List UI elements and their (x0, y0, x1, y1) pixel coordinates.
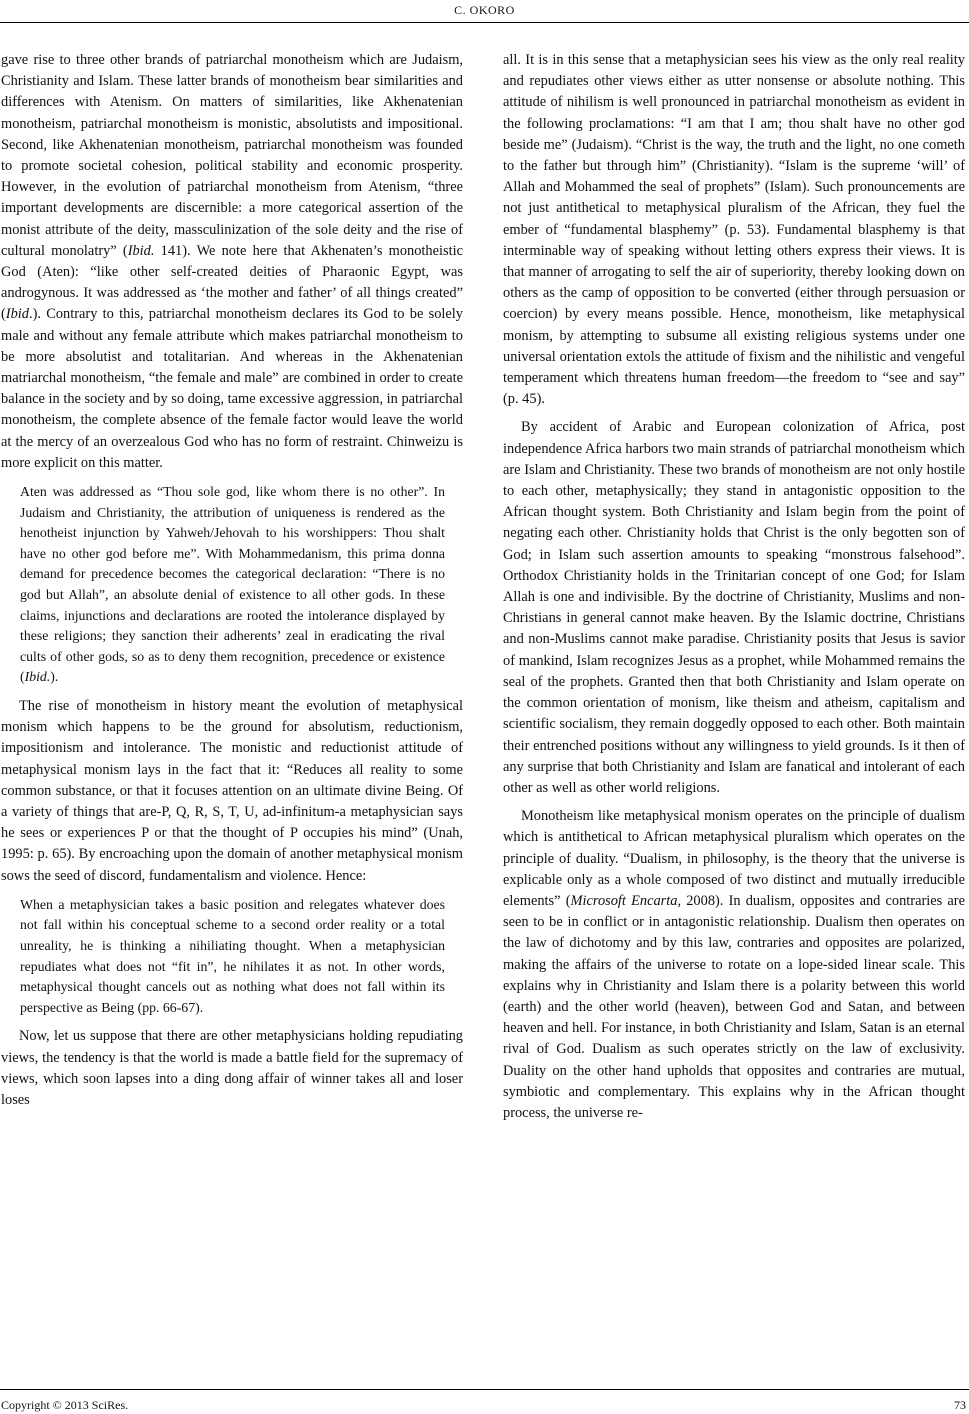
paragraph (1, 50, 463, 474)
text-run: gave rise to three other brands of patriarchal monotheism which are Judaism, Christianity and Islam. These latter brands of monotheism bear similarities and differences with Atenism. On matters of similarities, like Akhenatenian monotheism, patriarchal monotheism is monistic, absolutists and impositional. Second, like Akhenatenian monotheism, patriarchal monotheism was founded to promote societal cohesion, political stability and economic prosperity. However, in the evolution of patriarchal monotheism from Atenism, “three important developments are discernible: a more categorical assertion of the monist attribute of the deity, massculinization of the sole deity and the rise of cultural monolatry” ( (1, 52, 463, 259)
left-column (1, 50, 463, 1111)
text-run: Aten was addressed as “Thou sole god, like whom there is no other”. In Judaism and Christianity, the attribution of uniqueness is rendered as the henotheist injunction by Yahweh/Jehovah to his worshippers: Thou shalt have no other god before me”. With Mohammedanism, this prima donna demand for precedence becomes the categorical declaration: “There is no god but Allah”, an absolute denial of existence to all other gods. In these claims, injunctions and declarations are rooted the intolerance displayed by these religions; they sanction their adherents’ zeal in eradicating the rival cults of other gods, so as to deny them recognition, precedence or existence ( (20, 484, 445, 685)
paragraph: all. It is in this sense that a metaphysician sees his view as the only real reality and repudiates other views either as utter nonsense or absolute nothing. This attitude of nihilism is well pronounced in patriarchal monotheism as evident in the following proclamations: “I am that I am; thou shalt have no other god beside me” (Judaism). “Christ is the way, the truth and the light, no one cometh to the father but through him” (Christianity). “Islam is the supreme ‘will’ of Allah and Mohammed the seal of prophets” (Islam). Such pronouncements are not just antithetical to metaphysical pluralism of the African, they fuel the ember of “fundamental blasphemy” (p. 53). Fundamental blasphemy is that interminable way of speaking without letting others express their views. It is that manner of arrogating to self the air of superiority, thereby looking down on others as the camp of opposition to be converted (either through persuasion or coercion) by every means possible. Hence, monotheism, like metaphysical monism, by attempting to subsume all existing religious systems under one universal orientation extols the attitude of fixism and the nihilistic and vengeful temperament which threatens human freedom—the freedom to “see and say” (p. 45). (503, 52, 965, 408)
paragraph: Now, let us suppose that there are other metaphysicians holding repudiating views, the tendency is that the world is made a battle field for the supremacy of views, which soon lapses into a ding dong affair of winner takes all and loser loses (1, 1028, 463, 1108)
text-run: , 2008). In dualism, opposites and contraries are seen to be in conflict or in antagonistic relationship. Dualism then operates on the law of dichotomy and by this law, contraries and opposites are polarized, making the affairs of the universe to rotate on a lope-sided linear scale. This explains why in Christianity and Islam there is a polarity between this world (earth) and the other world (heaven), between God and Satan, and between heaven and hell. For instance, in both Christianity and Islam, Satan is an eternal rival of God. Dualism as such operates strictly on the law of exclusivity. Duality on the other hand upholds that opposites and contraries are mutual, symbiotic and complementary. This explains why in the African thought process, the universe re- (503, 892, 965, 1121)
citation-ibid: Ibid. (24, 669, 51, 685)
running-head: C. OKORO (454, 3, 515, 17)
text-run: ). (50, 669, 59, 685)
text-run: 141). We note here that Akhenaten’s monotheistic God (Aten): “like other self-created deities of Pharaonic Egypt, was androgynous. It was addressed as ‘the mother and father’ of all things created” ( (1, 242, 463, 323)
paragraph (503, 806, 965, 1124)
text-run: .). Contrary to this, patriarchal monotheism declares its God to be solely male and without any female attribute which makes patriarchal monotheism to be more absolutist and totalitarian. And whereas in the Akhenatenian matriarchal monotheism, “the female and male” are combined in order to create balance in the society and by so doing, tame excessive aggression, in patriarchal monotheism, the complete absence of the female factor would leave the world at the mercy of an overzealous God who has no form of restraint. Chinweizu is more explicit on this matter. (1, 306, 463, 471)
text-run: Monotheism like metaphysical monism operates on the principle of dualism which is antithetical to African metaphysical pluralism which operates on the principle of duality. “Dualism, in philosophy, is the theory that the universe is explicable only as a whole composed of two distinct and mutually irreducible elements” ( (503, 808, 965, 909)
copyright-notice: Copyright © 2013 SciRes. (1, 1398, 129, 1412)
footer-rule (0, 1389, 969, 1390)
header-rule (0, 22, 969, 23)
block-quote (20, 482, 445, 688)
citation-ibid: Ibid (5, 306, 29, 323)
page-number: 73 (954, 1398, 966, 1412)
block-quote: When a metaphysician takes a basic position and relegates whatever does not fall within his conceptual scheme to a second order reality or a total unreality, he is thinking a nihiliating thought. When a metaphysician repudiates what does not “fit in”, he nihilates it as not. In other words, metaphysical thought cancels out as nothing what does not fall within its perspective as Being (pp. 66-67). (20, 896, 445, 1015)
right-column (503, 50, 965, 1124)
paragraph: The rise of monotheism in history meant the evolution of metaphysical monism which happens to be the ground for absolutism, reductionism, impositionism and intolerance. The monistic and reductionist attitude of metaphysical monism lays in the fact that it: “Reduces all reality to some common substance, or that it focuses attention on an ultimate divine Being. Of a variety of things that are-P, Q, R, S, T, U, ad-infinitum-a metaphysician says he sees or experiences P or that the thought of P occupies his mind” (Unah, 1995: p. 65). By encroaching upon the domain of another metaphysical monism sows the seed of discord, fundamentalism and violence. Hence: (1, 698, 463, 884)
paragraph: By accident of Arabic and European colonization of Africa, post independence Africa harbors two main strands of patriarchal monotheism which are Islam and Christianity. These two brands of monotheism are not only hostile to each other, metaphysically; they stand in antagonistic opposition to the African thought system. Both Christianity and Islam begin from the point of negating each other. Christianity holds that Christ is the only begotten son of God; in Islam such assertion amounts to speaking “monstrous falsehood”. Orthodox Christianity holds in the Trinitarian concept of one God; for Islam Allah is one and indivisible. By the doctrine of Christianity, Muslims and non-Christians in general cannot make heaven. By the Islamic doctrine, Christians and non-Muslims cannot make paradise. Christianity posits that Jesus is savior of mankind, Islam recognizes Jesus as a prophet, while Mohammed remains the seal of the prophets. Granted then that both Christianity and Islam operate on the common orientation of monism, like theism and atheism, capitalism and scientific socialism, they remain doggedly opposed to each other. Both maintain their entrenched positions without any willingness to yield grounds. Is it then of any surprise that both Christianity and Islam are fanatical and intolerant of each other as well as other world religions. (503, 419, 965, 796)
citation-ibid: Ibid. (127, 242, 155, 259)
citation-encarta: Microsoft Encarta (570, 892, 678, 909)
